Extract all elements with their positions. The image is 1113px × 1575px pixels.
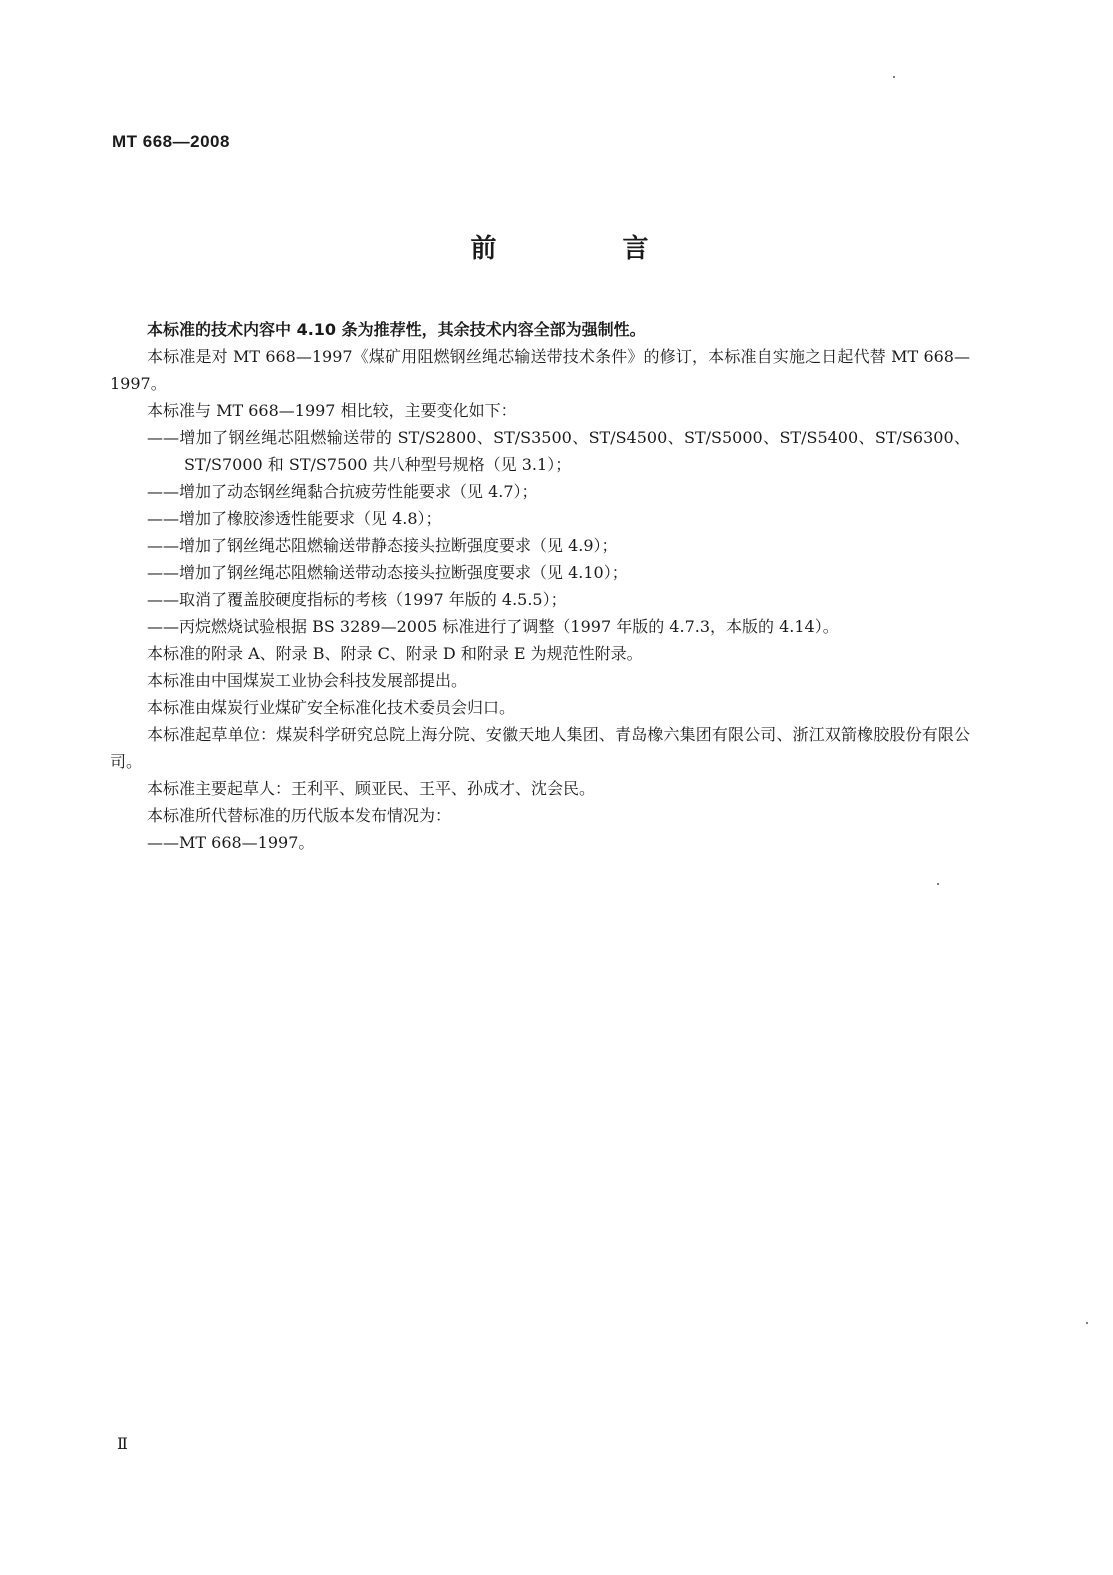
paragraph-changes-intro: 本标准与 MT 668—1997 相比较，主要变化如下： bbox=[147, 401, 517, 420]
scan-speck bbox=[937, 883, 939, 885]
paragraph-committee: 本标准由煤炭行业煤矿安全标准化技术委员会归口。 bbox=[147, 698, 516, 717]
page-title: 前 言 bbox=[470, 234, 699, 264]
change-item: ——丙烷燃烧试验根据 BS 3289—2005 标准进行了调整（1997 年版的 4.7.3，本版的 4.14）。 bbox=[147, 617, 839, 636]
paragraph-appendices: 本标准的附录 A、附录 B、附录 C、附录 D 和附录 E 为规范性附录。 bbox=[147, 644, 643, 663]
paragraph-proposer: 本标准由中国煤炭工业协会科技发展部提出。 bbox=[147, 671, 468, 690]
foreword-body bbox=[110, 316, 970, 856]
change-item: ——增加了动态钢丝绳黏合抗疲劳性能要求（见 4.7）； bbox=[147, 482, 538, 501]
paragraph-drafting-units: 本标准起草单位：煤炭科学研究总院上海分院、安徽天地人集团、青岛橡六集团有限公司、浙江双箭橡胶股份有限公司。 bbox=[110, 725, 970, 771]
history-item: ——MT 668—1997。 bbox=[147, 833, 315, 852]
paragraph-revision: 本标准是对 MT 668—1997《煤矿用阻燃钢丝绳芯输送带技术条件》的修订，本标准自实施之日起代替 MT 668—1997。 bbox=[110, 347, 970, 393]
page-number: Ⅱ bbox=[117, 1436, 128, 1453]
scan-speck bbox=[1086, 1322, 1088, 1324]
standard-id: MT 668—2008 bbox=[112, 132, 230, 151]
paragraph-history-intro: 本标准所代替标准的历代版本发布情况为： bbox=[147, 806, 452, 825]
change-item: ——取消了覆盖胶硬度指标的考核（1997 年版的 4.5.5）； bbox=[147, 590, 567, 609]
change-item: ——增加了钢丝绳芯阻燃输送带的 ST/S2800、ST/S3500、ST/S4500、ST/S5000、ST/S5400、ST/S6300、ST/S7000 和 ST/S7500 共八种型号规格（见 3.1）； bbox=[147, 428, 970, 474]
change-item: ——增加了钢丝绳芯阻燃输送带静态接头拉断强度要求（见 4.9）； bbox=[147, 536, 618, 555]
change-item: ——增加了钢丝绳芯阻燃输送带动态接头拉断强度要求（见 4.10）； bbox=[147, 563, 628, 582]
change-item: ——增加了橡胶渗透性能要求（见 4.8）； bbox=[147, 509, 442, 528]
paragraph-drafters: 本标准主要起草人：王利平、顾亚民、王平、孙成才、沈会民。 bbox=[147, 779, 596, 798]
scan-speck bbox=[893, 76, 895, 78]
paragraph-mandatory-note: 本标准的技术内容中 4.10 条为推荐性，其余技术内容全部为强制性。 bbox=[147, 320, 646, 339]
